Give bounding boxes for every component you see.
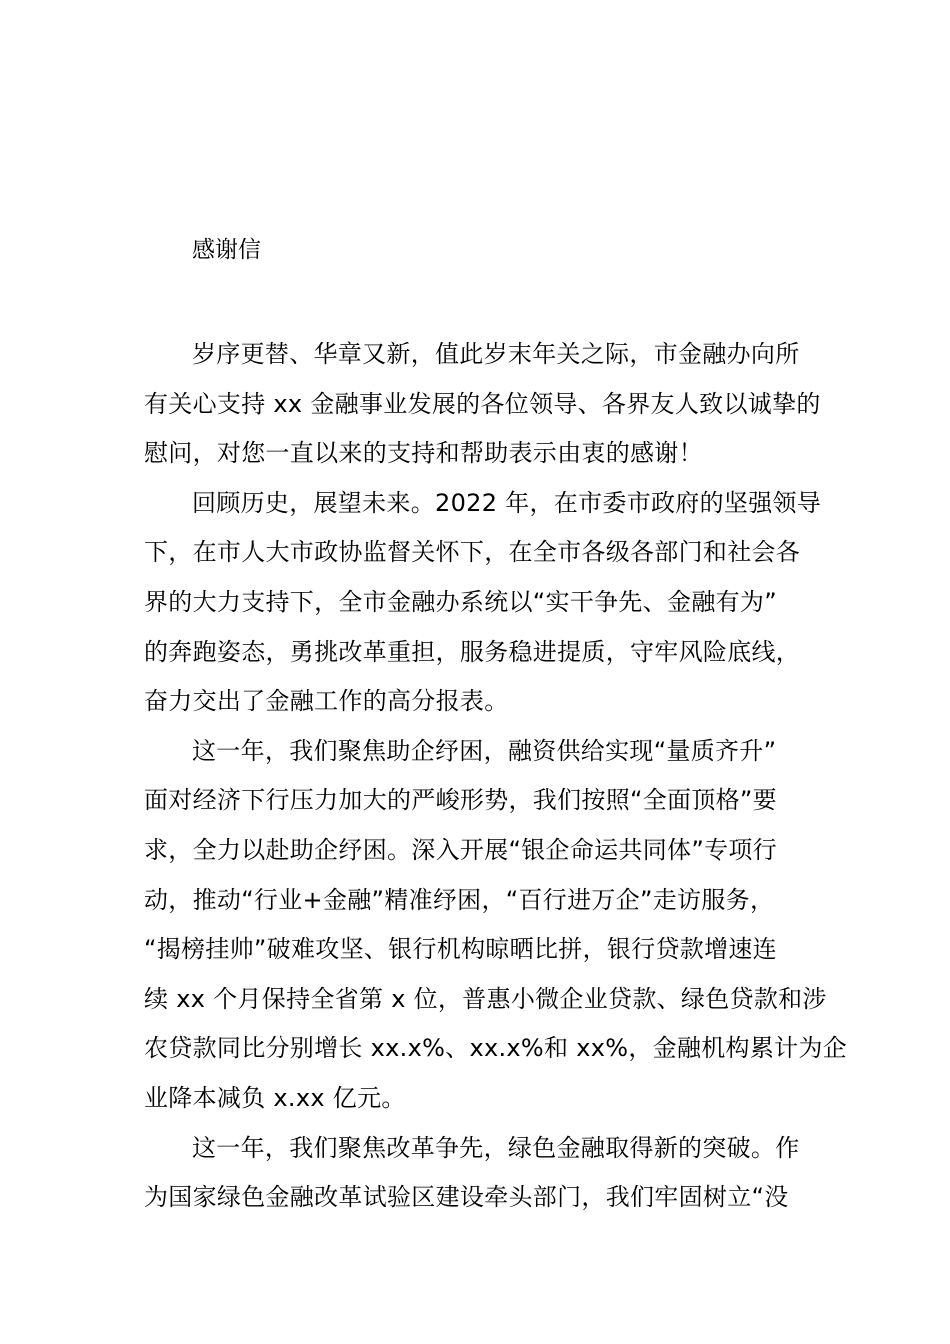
text-line: 求，全力以赴助企纾困。深入开展“银企命运共同体”专项行 <box>144 835 777 864</box>
paragraph-first-line: 这一年，我们聚焦助企纾困，融资供给实现“量质齐升” <box>192 736 777 765</box>
text-line: 续 xx 个月保持全省第 x 位，普惠小微企业贷款、绿色贷款和涉 <box>144 984 827 1013</box>
text-line: 的奔跑姿态，勇挑改革重担，服务稳进提质，守牢风险底线， <box>144 637 801 666</box>
text-line: 界的大力支持下，全市金融办系统以“实干争先、金融有为” <box>144 587 777 616</box>
paragraph-first-line: 这一年，我们聚焦改革争先，绿色金融取得新的突破。作 <box>192 1133 800 1162</box>
text-line: 业降本减负 x.xx 亿元。 <box>144 1083 406 1112</box>
paragraph-first-line: 岁序更替、华章又新，值此岁末年关之际，市金融办向所 <box>192 340 800 368</box>
text-line: 为国家绿色金融改革试验区建设牵头部门，我们牢固树立“没 <box>144 1183 789 1212</box>
text-line: 农贷款同比分别增长 xx.x%、xx.x%和 xx%，金融机构累计为企 <box>144 1034 848 1063</box>
text-line: 面对经济下行压力加大的严峻形势，我们按照“全面顶格”要 <box>144 786 777 815</box>
text-line: 动，推动“行业+金融”精准纾困，“百行进万企”走访服务， <box>144 885 775 914</box>
text-line: 慰问，对您一直以来的支持和帮助表示由衷的感谢！ <box>144 439 703 468</box>
letter-body <box>144 330 848 1223</box>
text-line: 奋力交出了金融工作的高分报表。 <box>144 687 509 716</box>
text-line: “揭榜挂帅”破难攻坚、银行机构晾晒比拼，银行贷款增速连 <box>144 935 777 964</box>
text-line: 有关心支持 xx 金融事业发展的各位领导、各界友人致以诚挚的 <box>144 389 821 418</box>
text-line: 下，在市人大市政协监督关怀下，在全市各级各部门和社会各 <box>144 538 801 567</box>
paragraph-first-line: 回顾历史，展望未来。2022 年，在市委市政府的坚强领导 <box>192 488 822 517</box>
letter-title: 感谢信 <box>192 237 261 263</box>
